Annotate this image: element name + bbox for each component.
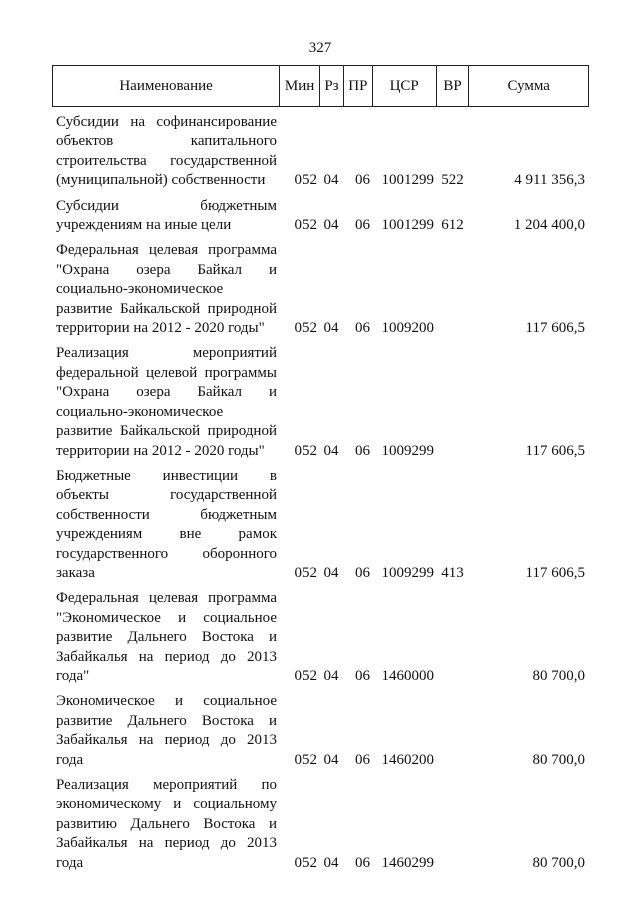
row-pr: 06 — [355, 172, 370, 189]
row-name: Реализация мероприятий по экономическому и социальному развитию Дальнего Востока и Забайкалья на период до 2013 года — [56, 777, 277, 871]
row-rz: 04 — [323, 751, 339, 768]
row-sum: 1 204 400,0 — [513, 217, 585, 234]
row-csr: 1001299 — [381, 172, 434, 189]
row-min: 052 — [294, 442, 317, 459]
row-min: 052 — [294, 854, 317, 871]
row-pr: 06 — [355, 667, 370, 684]
table-row — [52, 776, 589, 873]
row-name: Экономическое и социальное развитие Дальнего Востока и Забайкалья на период до 2013 года — [56, 693, 277, 768]
table-header — [52, 65, 589, 107]
row-min: 052 — [294, 564, 317, 581]
row-rz: 04 — [323, 217, 339, 234]
budget-table — [52, 65, 589, 879]
row-vr: 413 — [441, 564, 464, 581]
row-rz: 04 — [323, 667, 339, 684]
row-name: Федеральная целевая программа "Экономическое и социальное развитие Дальнего Востока и Забайкалья на период до 2013 года" — [56, 590, 277, 684]
row-pr: 06 — [355, 564, 370, 581]
row-min: 052 — [294, 217, 317, 234]
header-csr: ЦСР — [372, 66, 436, 106]
row-csr: 1460000 — [381, 667, 434, 684]
row-sum: 117 606,5 — [525, 564, 585, 581]
header-rz: Рз — [319, 66, 343, 106]
row-pr: 06 — [355, 442, 370, 459]
row-name: Субсидии бюджетным учреждениям на иные цели — [56, 197, 277, 234]
header-name: Наименование — [119, 77, 213, 94]
row-csr: 1460299 — [381, 854, 434, 871]
row-pr: 06 — [355, 320, 370, 337]
row-sum: 4 911 356,3 — [514, 172, 585, 189]
row-csr: 1460200 — [381, 751, 434, 768]
row-vr: 522 — [441, 172, 464, 189]
table-row — [52, 241, 589, 338]
row-rz: 04 — [323, 564, 339, 581]
row-sum: 117 606,5 — [525, 442, 585, 459]
row-name: Федеральная целевая программа "Охрана озера Байкал и социально-экономическое развитие Байкальской природной территории на 2012 - 2020 годы" — [56, 242, 277, 337]
row-rz: 04 — [323, 320, 339, 337]
row-csr: 1009299 — [381, 564, 434, 581]
row-csr: 1009200 — [381, 320, 434, 337]
table-row — [52, 589, 589, 686]
header-min: Мин — [279, 66, 319, 106]
row-min: 052 — [294, 172, 317, 189]
row-vr: 612 — [441, 217, 464, 234]
table-row — [52, 197, 589, 236]
row-rz: 04 — [323, 442, 339, 459]
row-sum: 80 700,0 — [532, 667, 585, 684]
row-sum: 80 700,0 — [532, 854, 585, 871]
row-min: 052 — [294, 320, 317, 337]
table-row — [52, 113, 589, 191]
table-row — [52, 344, 589, 460]
header-vr: ВР — [436, 66, 469, 106]
table-body — [52, 113, 589, 873]
table-row — [52, 467, 589, 583]
row-pr: 06 — [355, 854, 370, 871]
header-pr: ПР — [343, 66, 372, 106]
row-name: Бюджетные инвестиции в объекты государственной собственности бюджетным учреждениям вне рамок государственного оборонного заказа — [56, 467, 277, 581]
row-pr: 06 — [355, 217, 370, 234]
row-rz: 04 — [323, 854, 339, 871]
table-row — [52, 692, 589, 770]
row-name: Реализация мероприятий федеральной целевой программы "Охрана озера Байкал и социально-экономическое развитие Байкальской природной территории на 2012 - 2020 годы" — [56, 345, 277, 459]
row-rz: 04 — [323, 172, 339, 189]
header-sum: Сумма — [468, 66, 588, 106]
row-min: 052 — [294, 667, 317, 684]
row-min: 052 — [294, 751, 317, 768]
row-csr: 1009299 — [381, 442, 434, 459]
row-sum: 80 700,0 — [532, 751, 585, 768]
row-name: Субсидии на софинансирование объектов капитального строительства государственной (муниципальной) собственности — [56, 114, 277, 189]
row-sum: 117 606,5 — [525, 320, 585, 337]
row-csr: 1001299 — [381, 217, 434, 234]
page-number: 327 — [308, 40, 332, 56]
row-pr: 06 — [355, 751, 370, 768]
